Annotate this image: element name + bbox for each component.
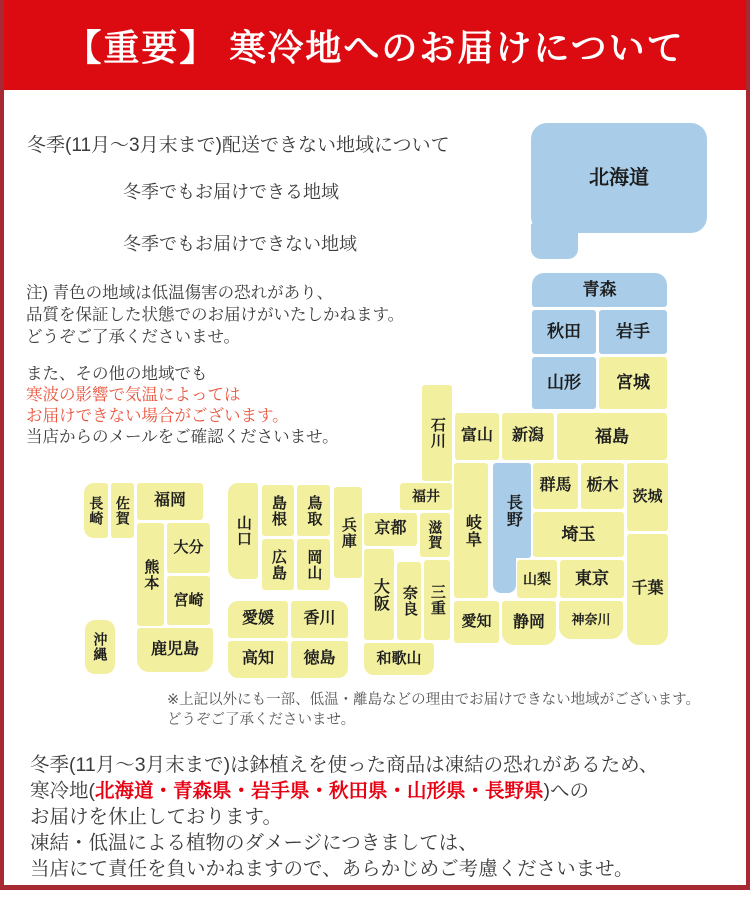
page-border-bottom: [0, 885, 750, 890]
pref-niigata: 新潟: [502, 413, 554, 460]
pref-aomori: 青森: [532, 273, 667, 307]
pref-miyazaki: 宮崎: [167, 576, 210, 625]
pref-nagasaki: 長崎: [84, 483, 108, 538]
note-blue-region: [26, 282, 404, 348]
pref-nara: 奈良: [397, 562, 421, 640]
footer-line: 当店にて責任を負いかねますので、あらかじめご考慮くださいませ。: [30, 858, 634, 880]
pref-fukushima: 福島: [557, 413, 667, 460]
pref-miyagi: 宮城: [599, 357, 667, 409]
pref-saitama: 埼玉: [533, 512, 624, 557]
pref-kyoto: 京都: [364, 513, 417, 546]
pref-fukuoka: 福岡: [137, 483, 203, 520]
pref-kumamoto: 熊本: [137, 523, 164, 626]
pref-oita: 大分: [167, 523, 210, 573]
note-line-red: 寒波の影響で気温によっては: [26, 386, 241, 404]
legend-heading: 冬季(11月～3月末まで)配送できない地域について: [27, 135, 450, 156]
pref-nagano-tab: [493, 550, 516, 593]
legend-swatch-not-deliverable: [45, 222, 111, 259]
footer-line: 凍結・低温による植物のダメージにつきましては、: [30, 832, 478, 854]
pref-hokkaido: 北海道: [531, 123, 707, 233]
footer-text: 寒冷地(: [30, 780, 95, 802]
note-other-region: [26, 364, 339, 448]
pref-akita: 秋田: [532, 310, 596, 354]
pref-wakayama: 和歌山: [364, 643, 434, 675]
pref-kagoshima: 鹿児島: [137, 628, 213, 672]
fine-print: [167, 690, 700, 730]
fine-print-line: どうぞご了承くださいませ。: [167, 712, 356, 728]
pref-okinawa: 沖縄: [85, 620, 115, 674]
pref-saga: 佐賀: [111, 483, 134, 538]
pref-shiga: 滋賀: [420, 513, 450, 557]
pref-toyama: 富山: [455, 413, 499, 460]
note-line: 当店からのメールをご確認くださいませ。: [26, 428, 339, 446]
legend-swatch-deliverable: [45, 170, 111, 207]
pref-tokushima: 徳島: [291, 641, 348, 678]
pref-tokyo: 東京: [560, 560, 624, 598]
note-line: どうぞご了承くださいませ。: [26, 328, 241, 346]
page-title: 【重要】 寒冷地へのお届けについて: [65, 26, 685, 68]
pref-shimane: 島根: [262, 485, 294, 536]
pref-yamanashi: 山梨: [517, 560, 557, 598]
pref-ehime: 愛媛: [228, 601, 288, 638]
pref-hokkaido-tab: [531, 224, 578, 259]
note-line: 品質を保証した状態でのお届けがいたしかねます。: [26, 306, 405, 324]
pref-mie: 三重: [424, 560, 450, 640]
pref-hyogo: 兵庫: [334, 487, 362, 578]
pref-yamaguchi: 山口: [228, 483, 258, 579]
page-border-right: [746, 0, 750, 890]
pref-yamagata: 山形: [532, 357, 596, 409]
pref-ibaraki: 茨城: [627, 463, 668, 531]
page-header: [0, 0, 750, 90]
pref-osaka: 大阪: [364, 549, 394, 640]
footer-text: )への: [543, 780, 590, 802]
page-border-left: [0, 0, 4, 890]
pref-tottori: 鳥取: [297, 485, 330, 536]
note-line: 注) 青色の地域は低温傷害の恐れがあり、: [26, 284, 334, 302]
pref-kagawa: 香川: [291, 601, 348, 638]
footer-notice: [30, 752, 658, 882]
pref-gunma: 群馬: [533, 463, 578, 509]
pref-hiroshima: 広島: [262, 539, 294, 590]
pref-kanagawa: 神奈川: [559, 601, 623, 639]
pref-aichi: 愛知: [454, 601, 499, 643]
pref-shizuoka: 静岡: [502, 601, 556, 645]
pref-okayama: 岡山: [297, 539, 330, 590]
pref-fukui: 福井: [400, 483, 452, 510]
fine-print-line: ※上記以外にも一部、低温・離島などの理由でお届けできない地域がございます。: [167, 692, 700, 708]
legend-label-not-deliverable: 冬季でもお届けできない地域: [123, 234, 357, 254]
pref-iwate: 岩手: [599, 310, 667, 354]
note-line: また、その他の地域でも: [26, 365, 208, 383]
pref-kochi: 高知: [228, 641, 288, 678]
footer-line: 冬季(11月～3月末まで)は鉢植えを使った商品は凍結の恐れがあるため、: [30, 754, 659, 776]
note-line-red: お届けできない場合がございます。: [26, 407, 289, 425]
footer-line-cold-regions: [30, 778, 658, 804]
pref-tochigi: 栃木: [581, 463, 624, 509]
pref-chiba: 千葉: [627, 534, 668, 645]
pref-ishikawa: 石川: [422, 385, 452, 481]
footer-cold-region-list: 北海道・青森県・岩手県・秋田県・山形県・長野県: [95, 780, 544, 802]
legend-label-deliverable: 冬季でもお届けできる地域: [123, 182, 339, 202]
footer-line: お届けを休止しております。: [30, 806, 282, 828]
pref-nagano: 長野: [493, 463, 531, 558]
pref-gifu: 岐阜: [454, 463, 488, 598]
